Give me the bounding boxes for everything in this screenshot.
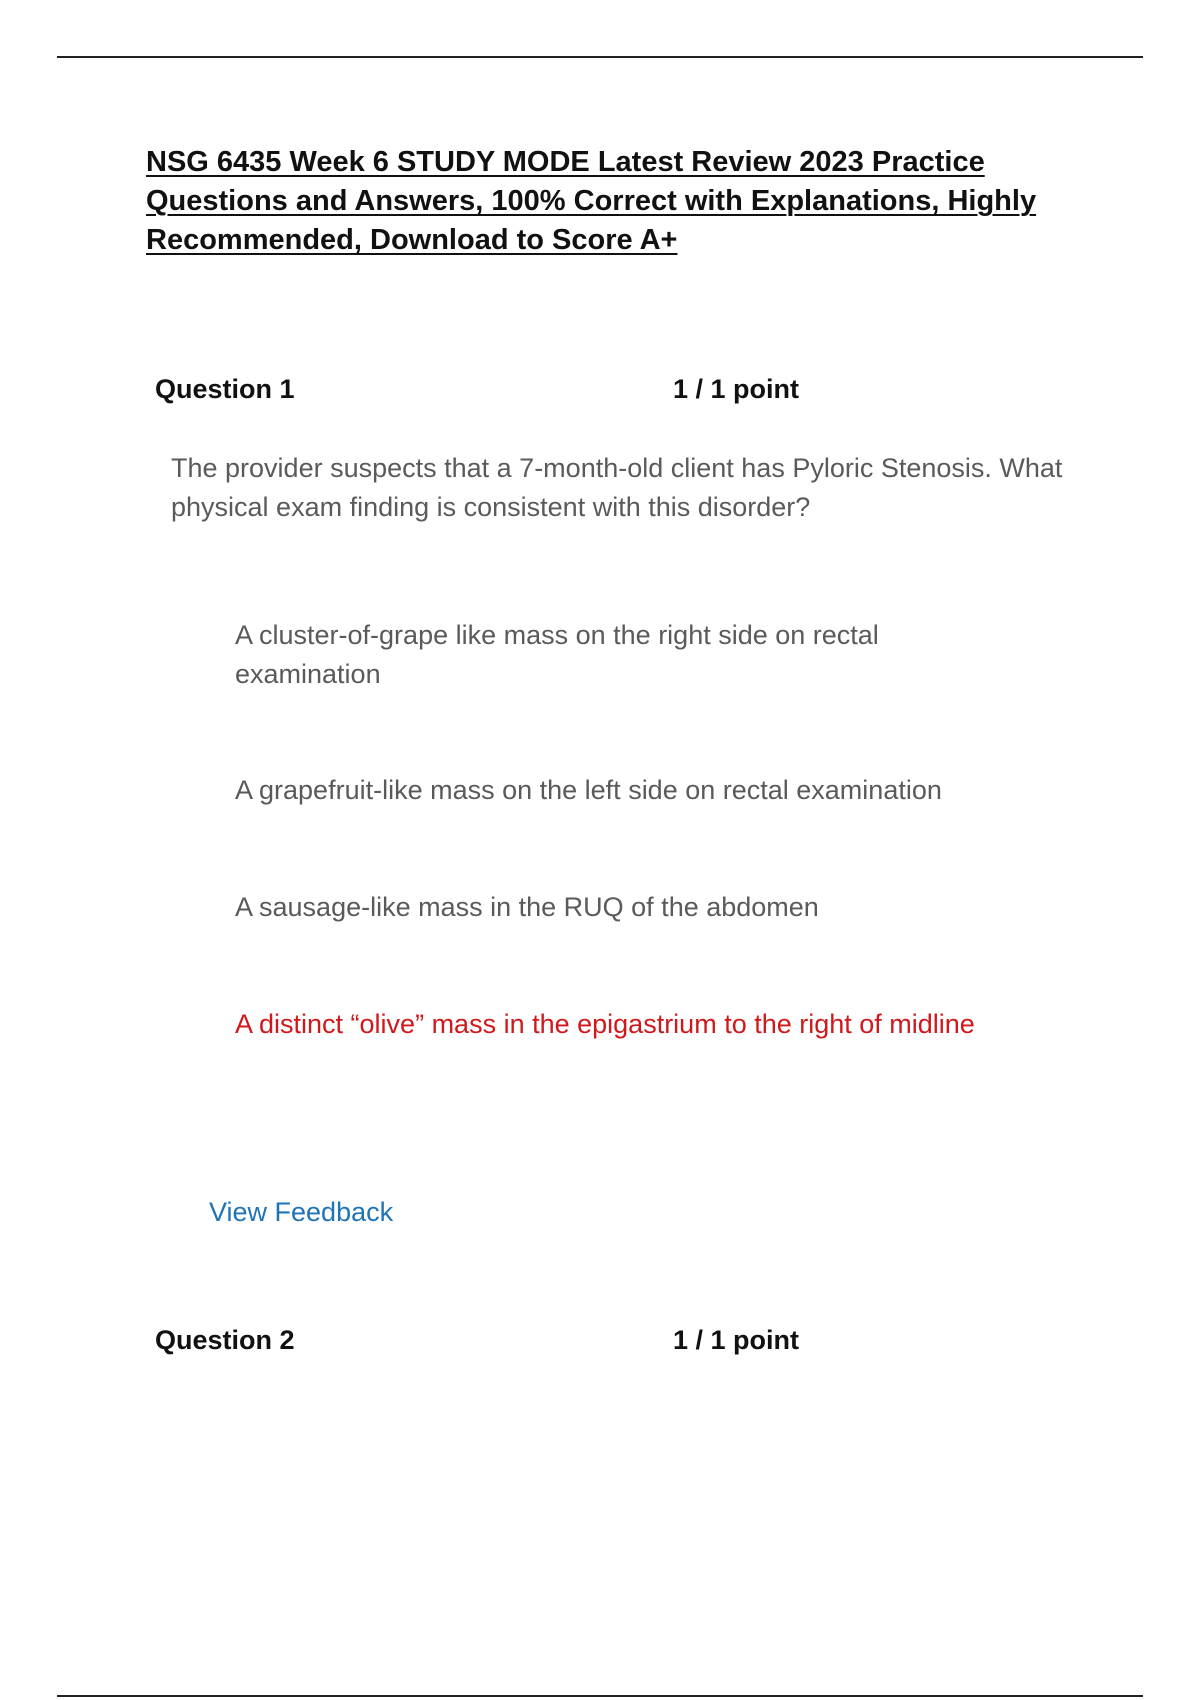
bottom-rule (57, 1695, 1143, 1697)
question-2-label: Question 2 (155, 1325, 295, 1355)
document-title: NSG 6435 Week 6 STUDY MODE Latest Review 2023 Practice Questions and Answers, 100% Correct with Explanations, Highly Recommended, Download to Score A+ (146, 146, 1037, 256)
view-feedback-link[interactable]: View Feedback (209, 1197, 394, 1227)
question-1-text: The provider suspects that a 7-month-old client has Pyloric Stenosis. What physical exam finding is consistent with this disorder? (171, 453, 1063, 522)
answer-option-b: A grapefruit-like mass on the left side on rectal examination (235, 775, 942, 805)
question-1-label: Question 1 (155, 374, 295, 404)
question-1-score: 1 / 1 point (673, 374, 800, 404)
top-rule (57, 56, 1143, 58)
answer-option-d-correct: A distinct “olive” mass in the epigastrium to the right of midline (235, 1009, 975, 1039)
question-2-score: 1 / 1 point (673, 1325, 800, 1355)
answer-option-a: A cluster-of-grape like mass on the right side on rectal examination (235, 620, 879, 689)
answer-option-c: A sausage-like mass in the RUQ of the abdomen (235, 892, 819, 922)
